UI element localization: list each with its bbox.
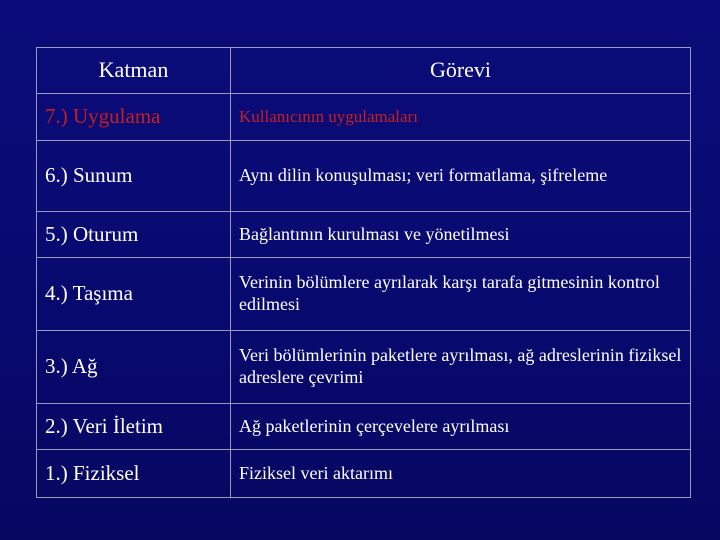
layer-name: 4.) Taşıma <box>37 258 231 331</box>
layer-name: 6.) Sunum <box>37 141 231 212</box>
table-row <box>37 212 691 258</box>
table-row <box>37 94 691 141</box>
layer-task: Veri bölümlerinin paketlere ayrılması, ağ adreslerinin fiziksel adreslere çevrimi <box>231 331 691 404</box>
layer-task: Ağ paketlerinin çerçevelere ayrılması <box>231 404 691 450</box>
layer-task: Kullanıcının uygulamaları <box>231 94 691 141</box>
layer-task: Aynı dilin konuşulması; veri formatlama, şifreleme <box>231 141 691 212</box>
layer-task: Verinin bölümlere ayrılarak karşı tarafa gitmesinin kontrol edilmesi <box>231 258 691 331</box>
layer-name: 3.) Ağ <box>37 331 231 404</box>
table-row <box>37 404 691 450</box>
table-row <box>37 141 691 212</box>
layer-task: Bağlantının kurulması ve yönetilmesi <box>231 212 691 258</box>
table-header-row <box>37 48 691 94</box>
layer-name: 5.) Oturum <box>37 212 231 258</box>
layer-name: 2.) Veri İletim <box>37 404 231 450</box>
table-row <box>37 258 691 331</box>
layer-task: Fiziksel veri aktarımı <box>231 450 691 498</box>
table-row <box>37 450 691 498</box>
task-column-header: Görevi <box>231 48 691 94</box>
layer-name: 7.) Uygulama <box>37 94 231 141</box>
table-row <box>37 331 691 404</box>
layer-name: 1.) Fiziksel <box>37 450 231 498</box>
layer-column-header: Katman <box>37 48 231 94</box>
osi-layers-table <box>36 47 691 498</box>
